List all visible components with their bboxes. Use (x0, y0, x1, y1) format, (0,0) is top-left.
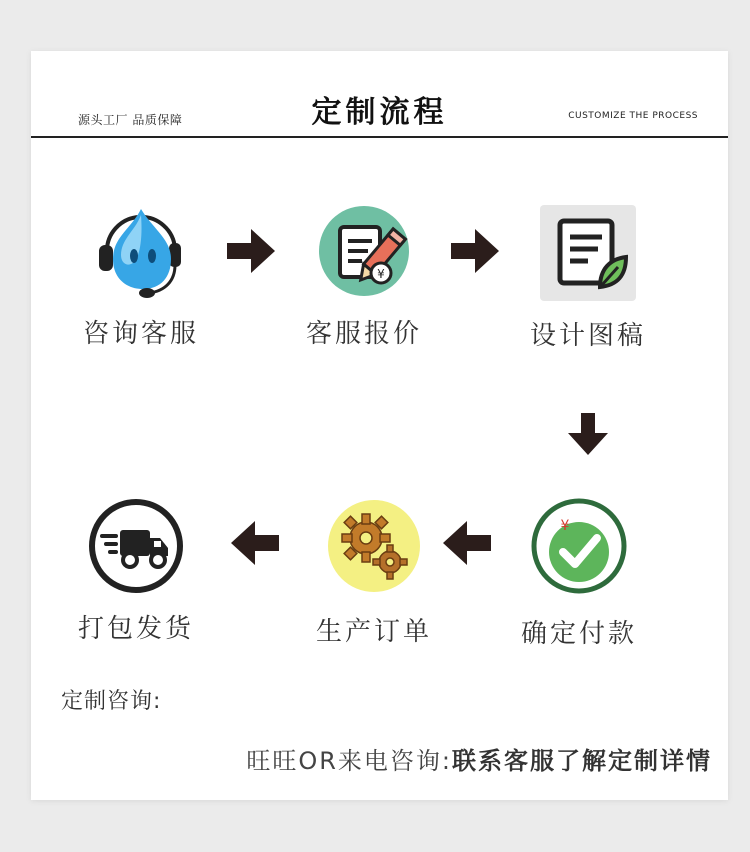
arrow-left-icon (443, 521, 491, 565)
arrow-right-icon (227, 229, 275, 273)
header-slogan: 源头工厂 品质保障 (78, 113, 183, 127)
arrow-right-icon (451, 229, 499, 273)
svg-text:¥: ¥ (377, 267, 385, 281)
gears-icon (324, 496, 424, 596)
step-label-payment: 确定付款 (520, 619, 637, 649)
header-divider (31, 136, 728, 138)
contact-prefix: 旺旺OR来电咨询: (246, 747, 452, 775)
page-title: 定制流程 (311, 95, 448, 130)
document-leaf-icon (538, 203, 638, 303)
yuan-checkmark-icon (529, 496, 629, 596)
delivery-truck-icon (86, 496, 186, 596)
step-label-quote: 客服报价 (305, 319, 422, 349)
header-subtitle: CUSTOMIZE THE PROCESS (568, 111, 698, 121)
yuan-symbol: ¥ (560, 518, 570, 534)
contact-line (246, 741, 712, 776)
step-label-production: 生产订单 (315, 617, 432, 647)
contact-emphasis: 联系客服了解定制详情 (452, 747, 712, 775)
customer-service-headset-icon (91, 201, 191, 301)
document-pencil-icon (314, 201, 414, 301)
consult-label: 定制咨询: (61, 689, 162, 714)
arrow-down-icon (568, 413, 608, 455)
step-label-consult: 咨询客服 (82, 319, 199, 349)
step-label-shipping: 打包发货 (77, 614, 194, 644)
arrow-left-icon (231, 521, 279, 565)
step-label-design: 设计图稿 (529, 321, 646, 351)
process-card (31, 51, 728, 800)
